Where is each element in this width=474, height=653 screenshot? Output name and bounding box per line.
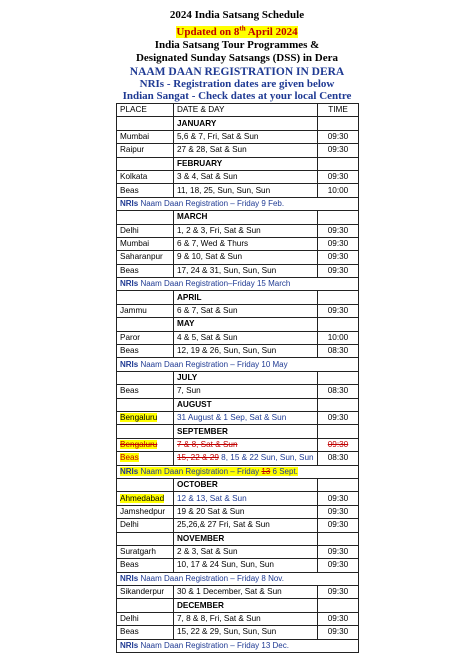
month-row [117, 318, 359, 331]
date-cell: 1, 2 & 3, Fri, Sat & Sun [174, 224, 318, 237]
document-title: 2024 India Satsang Schedule [169, 9, 305, 21]
place-cell: Paror [117, 331, 174, 344]
time-cell: 09:30 [318, 411, 359, 424]
struck-date: 13 [261, 466, 271, 476]
month-row [117, 478, 359, 491]
nri-registration-cell [117, 278, 359, 291]
month-label: MARCH [174, 211, 318, 224]
cancelled-date: 7 & 8, Sat & Sun [174, 438, 318, 451]
time-cell: 10:00 [318, 331, 359, 344]
time-cell: 09:30 [318, 492, 359, 505]
indian-sangat-note: Indian Sangat - Check dates at your local Centre [122, 90, 352, 102]
time-cell: 09:30 [318, 519, 359, 532]
time-cell: 09:30 [318, 130, 359, 143]
month-label: APRIL [174, 291, 318, 304]
month-row [117, 117, 359, 130]
month-row [117, 599, 359, 612]
place-cell: Delhi [117, 612, 174, 625]
place-cell: Beas [117, 264, 174, 277]
struck-dates: 15, 22 & 29 [177, 453, 219, 463]
time-cell: 09:30 [318, 505, 359, 518]
place-cell [117, 452, 174, 465]
table-row [117, 385, 359, 398]
date-cell: 31 August & 1 Sep, Sat & Sun [174, 411, 318, 424]
nri-prefix: NRIs [120, 198, 139, 208]
date-cell: 10, 17 & 24 Sun, Sun, Sun [174, 559, 318, 572]
table-row [117, 492, 359, 505]
place-cell: Raipur [117, 144, 174, 157]
place-cell [117, 492, 174, 505]
time-cell: 09:30 [318, 304, 359, 317]
place-cell: Kolkata [117, 170, 174, 183]
month-label: AUGUST [174, 398, 318, 411]
nri-text: Naam Daan Registration – Friday [138, 466, 262, 476]
table-row [117, 559, 359, 572]
month-row [117, 291, 359, 304]
month-row [117, 157, 359, 170]
table-row [117, 304, 359, 317]
place-cell: Beas [117, 559, 174, 572]
date-cell: 15, 22 & 29, Sun, Sun, Sun [174, 626, 318, 639]
table-row [117, 438, 359, 451]
place-cell [117, 411, 174, 424]
time-cell: 09:30 [318, 224, 359, 237]
place-cell: Beas [117, 345, 174, 358]
nri-registration-row [117, 465, 359, 478]
highlighted-place: Bengaluru [120, 413, 158, 423]
updated-suffix: April 2024 [245, 25, 298, 38]
time-cell: 09:30 [318, 626, 359, 639]
nri-registration-row [117, 572, 359, 585]
nri-text: Naam Daan Registration – Friday 9 Feb. [138, 198, 285, 208]
date-cell: 7, Sun [174, 385, 318, 398]
table-row [117, 345, 359, 358]
table-row [117, 626, 359, 639]
nri-prefix: NRIs [120, 466, 139, 476]
nri-text: Naam Daan Registration–Friday 15 March [138, 279, 291, 289]
time-cell: 10:00 [318, 184, 359, 197]
time-cell: 09:30 [318, 237, 359, 250]
time-cell: 09:30 [318, 612, 359, 625]
table-row [117, 264, 359, 277]
header-place: PLACE [117, 104, 174, 117]
nri-registration-cell [117, 572, 359, 585]
new-dates: 8, 15 & 22 Sun, Sun, Sun [218, 453, 314, 463]
date-cell: 7, 8 & 8, Fri, Sat & Sun [174, 612, 318, 625]
month-label: FEBRUARY [174, 157, 318, 170]
nri-registration-cell [117, 358, 359, 371]
place-cell [117, 438, 174, 451]
updated-prefix: Updated on 8 [176, 25, 240, 38]
table-row [117, 545, 359, 558]
table-row [117, 452, 359, 465]
time-cell: 09:30 [318, 144, 359, 157]
date-cell: 11, 18, 25, Sun, Sun, Sun [174, 184, 318, 197]
month-row [117, 398, 359, 411]
time-cell: 09:30 [318, 251, 359, 264]
updated-date [0, 22, 474, 39]
date-cell: 17, 24 & 31, Sun, Sun, Sun [174, 264, 318, 277]
place-cell: Sikanderpur [117, 586, 174, 599]
cancelled-time: 09:30 [318, 438, 359, 451]
registration-subheader [0, 66, 474, 102]
updated-date-highlight [176, 26, 297, 38]
date-cell: 6 & 7, Sat & Sun [174, 304, 318, 317]
nri-registration-row [117, 197, 359, 210]
place-cell: Saharanpur [117, 251, 174, 264]
table-row [117, 224, 359, 237]
month-label: MAY [174, 318, 318, 331]
date-cell: 30 & 1 December, Sat & Sun [174, 586, 318, 599]
month-label: SEPTEMBER [174, 425, 318, 438]
table-row [117, 170, 359, 183]
table-row [117, 505, 359, 518]
place-cell: Beas [117, 626, 174, 639]
date-cell: 3 & 4, Sat & Sun [174, 170, 318, 183]
time-cell: 08:30 [318, 385, 359, 398]
nri-registration-row [117, 639, 359, 652]
nri-prefix: NRIs [120, 359, 139, 369]
table-row [117, 519, 359, 532]
time-cell: 08:30 [318, 452, 359, 465]
date-cell: 12, 19 & 26, Sun, Sun, Sun [174, 345, 318, 358]
table-row [117, 130, 359, 143]
date-cell: 27 & 28, Sat & Sun [174, 144, 318, 157]
updated-sup: th [239, 24, 246, 32]
place-cell: Jamshedpur [117, 505, 174, 518]
table-row [117, 251, 359, 264]
nri-new-date: 6 Sept. [270, 466, 298, 476]
place-cell: Delhi [117, 224, 174, 237]
time-cell: 09:30 [318, 264, 359, 277]
date-cell: 6 & 7, Wed & Thurs [174, 237, 318, 250]
header-time: TIME [318, 104, 359, 117]
place-cell: Suratgarh [117, 545, 174, 558]
nri-registration-row [117, 278, 359, 291]
table-row [117, 144, 359, 157]
date-cell: 4 & 5, Sat & Sun [174, 331, 318, 344]
document-header [0, 9, 474, 65]
date-cell: 2 & 3, Sat & Sun [174, 545, 318, 558]
header-date: DATE & DAY [174, 104, 318, 117]
highlighted-place: Ahmedabad [120, 493, 165, 503]
place-cell: Delhi [117, 519, 174, 532]
time-cell: 09:30 [318, 559, 359, 572]
time-cell: 09:30 [318, 586, 359, 599]
nri-prefix: NRIs [120, 573, 139, 583]
date-cell: 25,26,& 27 Fri, Sat & Sun [174, 519, 318, 532]
header-line3: India Satsang Tour Programmes & [154, 38, 320, 51]
month-label: JANUARY [174, 117, 318, 130]
nri-note: NRIs - Registration dates are given below [139, 78, 335, 90]
nri-registration-row [117, 358, 359, 371]
month-label: OCTOBER [174, 478, 318, 491]
date-cell: 5,6 & 7, Fri, Sat & Sun [174, 130, 318, 143]
nri-registration-cell [117, 197, 359, 210]
cancelled-place: Bengaluru [120, 439, 158, 449]
header-line4: Designated Sunday Satsangs (DSS) in Dera [135, 51, 338, 64]
time-cell: 09:30 [318, 545, 359, 558]
date-cell: 19 & 20 Sat & Sun [174, 505, 318, 518]
table-row [117, 411, 359, 424]
schedule-table [116, 103, 359, 653]
place-cell: Mumbai [117, 237, 174, 250]
nri-prefix: NRIs [120, 640, 139, 650]
highlighted-place: Beas [120, 453, 139, 463]
place-cell: Beas [117, 184, 174, 197]
table-row [117, 237, 359, 250]
month-row [117, 425, 359, 438]
date-cell [174, 452, 318, 465]
table-row [117, 586, 359, 599]
date-cell: 9 & 10, Sat & Sun [174, 251, 318, 264]
place-cell: Mumbai [117, 130, 174, 143]
table-header-row [117, 104, 359, 117]
nri-registration-cell [117, 639, 359, 652]
month-label: DECEMBER [174, 599, 318, 612]
place-cell: Beas [117, 385, 174, 398]
month-row [117, 532, 359, 545]
table-row [117, 331, 359, 344]
nri-prefix: NRIs [120, 279, 139, 289]
month-label: JULY [174, 371, 318, 384]
nri-text: Naam Daan Registration – Friday 8 Nov. [138, 573, 284, 583]
time-cell: 08:30 [318, 345, 359, 358]
table-row [117, 612, 359, 625]
date-cell: 12 & 13, Sat & Sun [174, 492, 318, 505]
registration-title: NAAM DAAN REGISTRATION IN DERA [129, 66, 345, 78]
time-cell: 09:30 [318, 170, 359, 183]
nri-registration-cell [117, 465, 359, 478]
table-row [117, 184, 359, 197]
month-label: NOVEMBER [174, 532, 318, 545]
place-cell: Jammu [117, 304, 174, 317]
month-row [117, 211, 359, 224]
nri-text: Naam Daan Registration – Friday 10 May [138, 359, 288, 369]
nri-text: Naam Daan Registration – Friday 13 Dec. [138, 640, 289, 650]
month-row [117, 371, 359, 384]
